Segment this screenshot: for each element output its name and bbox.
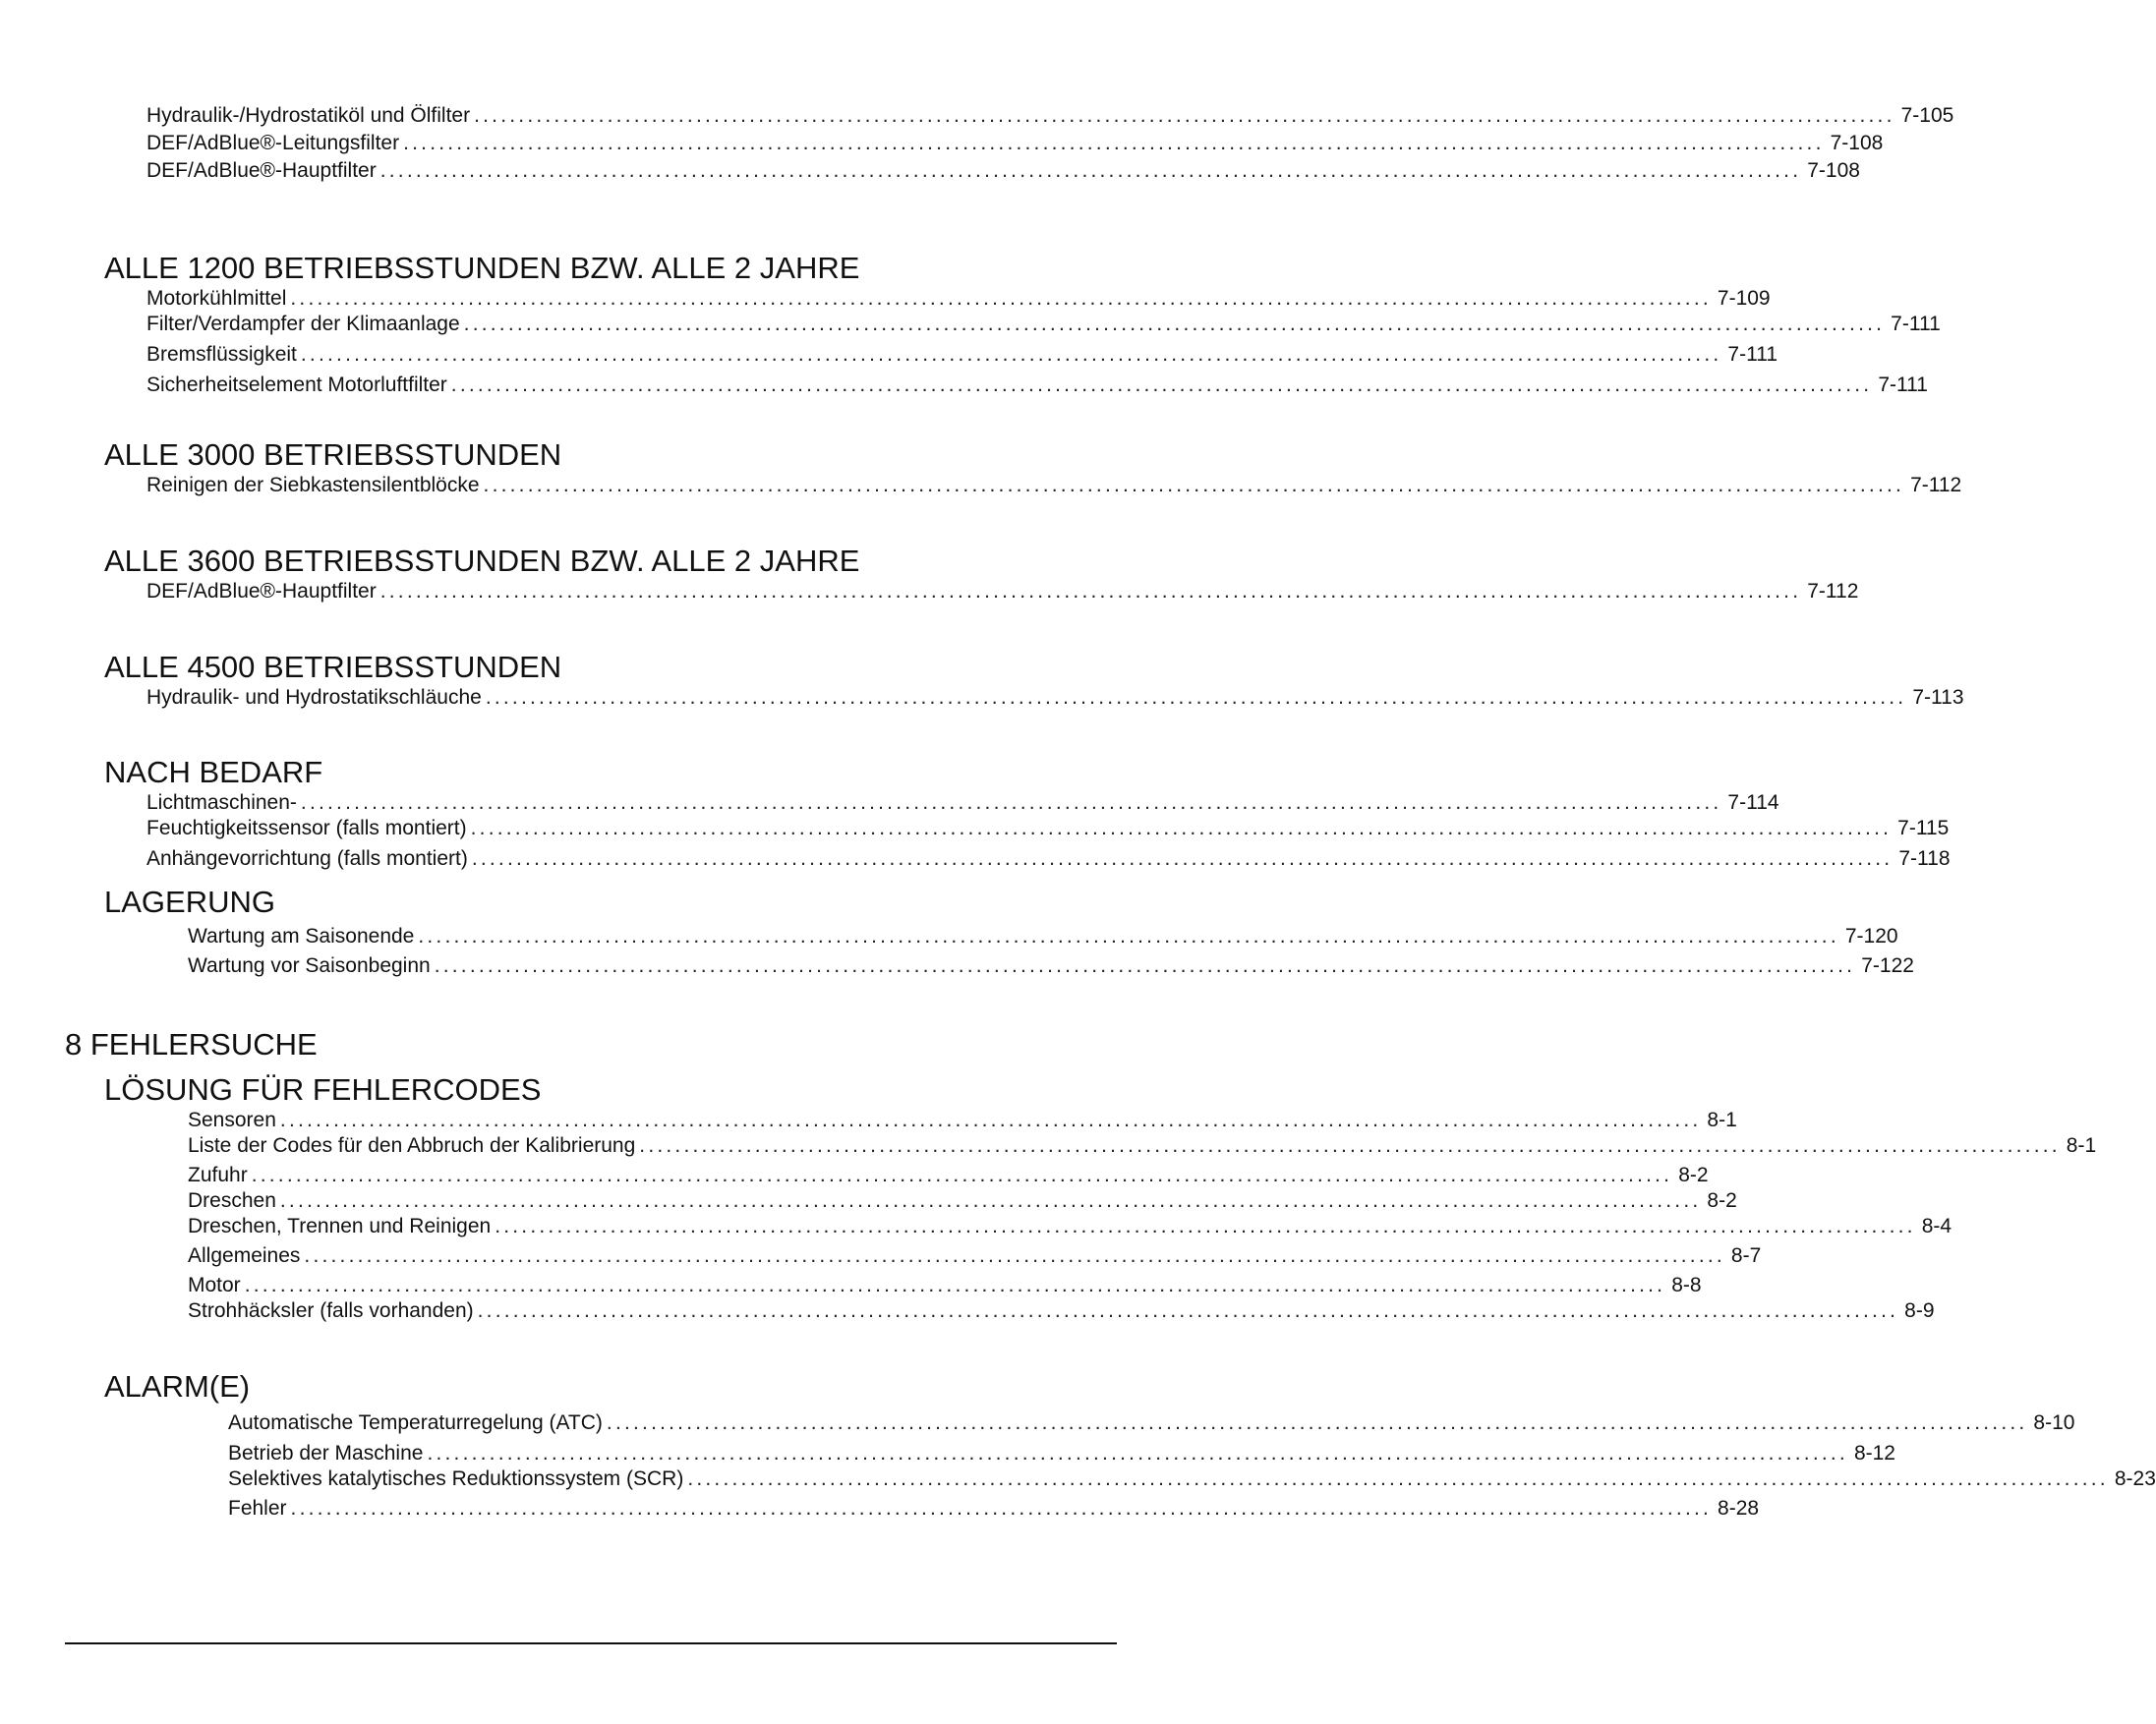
toc-entry-page: 8-12 <box>1853 1442 1895 1465</box>
chapter-title: 8 FEHLERSUCHE <box>65 1027 318 1062</box>
toc-entry[interactable] <box>228 1410 2075 1436</box>
footer-rule <box>65 1642 1117 1644</box>
leader-dots: ................................................................................................................................................................ <box>279 1109 1702 1131</box>
toc-entry-title: Bremsflüssigkeit <box>146 343 297 366</box>
toc-entry[interactable] <box>228 1466 2156 1492</box>
toc-entry[interactable] <box>146 579 1859 604</box>
toc-entry-page: 8-1 <box>2066 1134 2097 1157</box>
toc-entry-page: 7-112 <box>1807 580 1859 603</box>
section-heading: LÖSUNG FÜR FEHLERCODES <box>104 1072 542 1107</box>
toc-entry-title: Betrieb der Maschine <box>228 1442 424 1465</box>
section-heading: ALLE 3600 BETRIEBSSTUNDEN BZW. ALLE 2 JAHRE <box>104 544 860 578</box>
toc-entry-page: 7-114 <box>1727 791 1779 814</box>
toc-entry-title: Dreschen <box>188 1189 276 1212</box>
leader-dots: ................................................................................................................................................................ <box>434 954 1856 977</box>
leader-dots: ................................................................................................................................................................ <box>474 104 1895 127</box>
toc-entry-title: Liste der Codes für den Abbruch der Kalibrierung <box>188 1134 636 1157</box>
toc-entry-page: 7-111 <box>1891 313 1941 335</box>
toc-entry-title: Sicherheitselement Motorluftfilter <box>146 374 447 396</box>
toc-entry-page: 7-105 <box>1900 104 1954 127</box>
toc-entry-page: 7-111 <box>1878 374 1928 396</box>
toc-entry[interactable] <box>146 685 1964 711</box>
toc-entry-page: 7-115 <box>1897 817 1950 839</box>
toc-entry-title: Allgemeines <box>188 1244 301 1267</box>
toc-entry-title: Strohhäcksler (falls vorhanden) <box>188 1299 474 1322</box>
toc-entry-page: 8-23 <box>2114 1467 2156 1490</box>
toc-entry[interactable] <box>146 158 1860 184</box>
leader-dots: ................................................................................................................................................................ <box>418 925 1839 948</box>
toc-entry-title: Selektives katalytisches Reduktionssystem (SCR) <box>228 1467 684 1490</box>
toc-entry-title: Lichtmaschinen- <box>146 791 297 814</box>
leader-dots: ................................................................................................................................................................ <box>495 1215 1916 1237</box>
leader-dots: ................................................................................................................................................................ <box>304 1244 1725 1267</box>
leader-dots: ................................................................................................................................................................ <box>606 1411 2028 1434</box>
toc-entry-page: 8-1 <box>1707 1109 1737 1131</box>
leader-dots: ................................................................................................................................................................ <box>379 159 1802 182</box>
toc-entry-page: 8-2 <box>1678 1164 1709 1186</box>
toc-entry[interactable] <box>228 1441 1895 1466</box>
leader-dots: ................................................................................................................................................................ <box>463 313 1886 335</box>
leader-dots: ................................................................................................................................................................ <box>470 817 1893 839</box>
toc-entry-page: 7-111 <box>1727 343 1777 366</box>
section-heading: LAGERUNG <box>104 885 275 919</box>
toc-entry-page: 7-120 <box>1844 925 1898 948</box>
leader-dots: ................................................................................................................................................................ <box>483 474 1905 496</box>
toc-entry-page: 8-9 <box>1904 1299 1935 1322</box>
toc-entry-page: 7-108 <box>1830 132 1884 154</box>
leader-dots: ................................................................................................................................................................ <box>639 1134 2061 1157</box>
toc-entry-title: Anhängevorrichtung (falls montiert) <box>146 847 468 870</box>
leader-dots: ................................................................................................................................................................ <box>471 847 1894 870</box>
toc-entry-title: Hydraulik- und Hydrostatikschläuche <box>146 686 482 709</box>
toc-entry-page: 7-108 <box>1807 159 1860 182</box>
toc-entry-title: Fehler <box>228 1497 287 1520</box>
toc-entry[interactable] <box>146 473 1962 498</box>
section-heading: ALLE 1200 BETRIEBSSTUNDEN BZW. ALLE 2 JAHRE <box>104 251 860 285</box>
leader-dots: ................................................................................................................................................................ <box>450 374 1873 396</box>
toc-entry[interactable] <box>228 1496 1760 1522</box>
leader-dots: ................................................................................................................................................................ <box>279 1189 1702 1212</box>
leader-dots: ................................................................................................................................................................ <box>687 1467 2109 1490</box>
toc-entry-page: 8-8 <box>1671 1274 1702 1296</box>
leader-dots: ................................................................................................................................................................ <box>477 1299 1899 1322</box>
leader-dots: ................................................................................................................................................................ <box>300 791 1722 814</box>
toc-entry-title: DEF/AdBlue®-Hauptfilter <box>146 159 377 182</box>
toc-entry[interactable] <box>146 816 1950 841</box>
toc-entry[interactable] <box>188 1298 1935 1324</box>
section-heading: ALARM(E) <box>104 1369 251 1404</box>
toc-entry-page: 8-28 <box>1718 1497 1760 1520</box>
toc-entry[interactable] <box>146 373 1928 398</box>
toc-entry-page: 8-2 <box>1707 1189 1737 1212</box>
leader-dots: ................................................................................................................................................................ <box>427 1442 1848 1465</box>
toc-entry-title: Motorkühlmittel <box>146 287 287 310</box>
toc-entry-title: Automatische Temperaturregelung (ATC) <box>228 1411 603 1434</box>
toc-entry-title: DEF/AdBlue®-Leitungsfilter <box>146 132 400 154</box>
toc-entry-title: Reinigen der Siebkastensilentblöcke <box>146 474 480 496</box>
section-heading: ALLE 3000 BETRIEBSSTUNDEN <box>104 437 562 472</box>
toc-entry[interactable] <box>188 1133 2097 1159</box>
toc-entry-page: 7-112 <box>1910 474 1962 496</box>
toc-entry-page: 8-4 <box>1921 1215 1952 1237</box>
toc-entry-page: 7-118 <box>1898 847 1951 870</box>
leader-dots: ................................................................................................................................................................ <box>379 580 1802 603</box>
leader-dots: ................................................................................................................................................................ <box>403 132 1825 154</box>
toc-entry[interactable] <box>146 312 1941 337</box>
toc-entry-title: Filter/Verdampfer der Klimaanlage <box>146 313 460 335</box>
toc-entry-page: 7-109 <box>1717 287 1771 310</box>
toc-entry-title: Sensoren <box>188 1109 276 1131</box>
toc-entry[interactable] <box>188 1163 1709 1188</box>
toc-entry[interactable] <box>188 1108 1737 1133</box>
leader-dots: ................................................................................................................................................................ <box>300 343 1722 366</box>
toc-entry-title: Hydraulik-/Hydrostatiköl und Ölfilter <box>146 104 471 127</box>
toc-entry[interactable] <box>188 1188 1737 1214</box>
toc-entry-page: 8-10 <box>2033 1411 2075 1434</box>
toc-entry-title: Zufuhr <box>188 1164 248 1186</box>
toc-entry[interactable] <box>146 790 1779 816</box>
toc-entry[interactable] <box>188 924 1898 949</box>
leader-dots: ................................................................................................................................................................ <box>485 686 1907 709</box>
toc-entry-page: 8-7 <box>1730 1244 1762 1267</box>
leader-dots: ................................................................................................................................................................ <box>290 287 1712 310</box>
section-heading: ALLE 4500 BETRIEBSSTUNDEN <box>104 650 562 684</box>
leader-dots: ................................................................................................................................................................ <box>244 1274 1666 1296</box>
toc-entry-title: DEF/AdBlue®-Hauptfilter <box>146 580 377 603</box>
toc-entry-page: 7-122 <box>1861 954 1914 977</box>
toc-entry[interactable] <box>146 286 1771 312</box>
toc-entry-title: Dreschen, Trennen und Reinigen <box>188 1215 492 1237</box>
toc-entry[interactable] <box>188 1243 1762 1269</box>
toc-entry-title: Wartung vor Saisonbeginn <box>188 954 431 977</box>
toc-entry[interactable] <box>188 1214 1952 1239</box>
section-heading: NACH BEDARF <box>104 755 323 789</box>
toc-entry-title: Feuchtigkeitssensor (falls montiert) <box>146 817 467 839</box>
toc-entry-title: Motor <box>188 1274 241 1296</box>
toc-entry[interactable] <box>146 103 1954 129</box>
leader-dots: ................................................................................................................................................................ <box>251 1164 1673 1186</box>
toc-entry[interactable] <box>188 1273 1702 1298</box>
toc-entry[interactable] <box>188 953 1914 979</box>
toc-entry-page: 7-113 <box>1912 686 1964 709</box>
toc-entry[interactable] <box>146 846 1951 872</box>
toc-entry-title: Wartung am Saisonende <box>188 925 415 948</box>
toc-entry[interactable] <box>146 342 1777 368</box>
toc-entry[interactable] <box>146 131 1884 156</box>
leader-dots: ................................................................................................................................................................ <box>290 1497 1713 1520</box>
